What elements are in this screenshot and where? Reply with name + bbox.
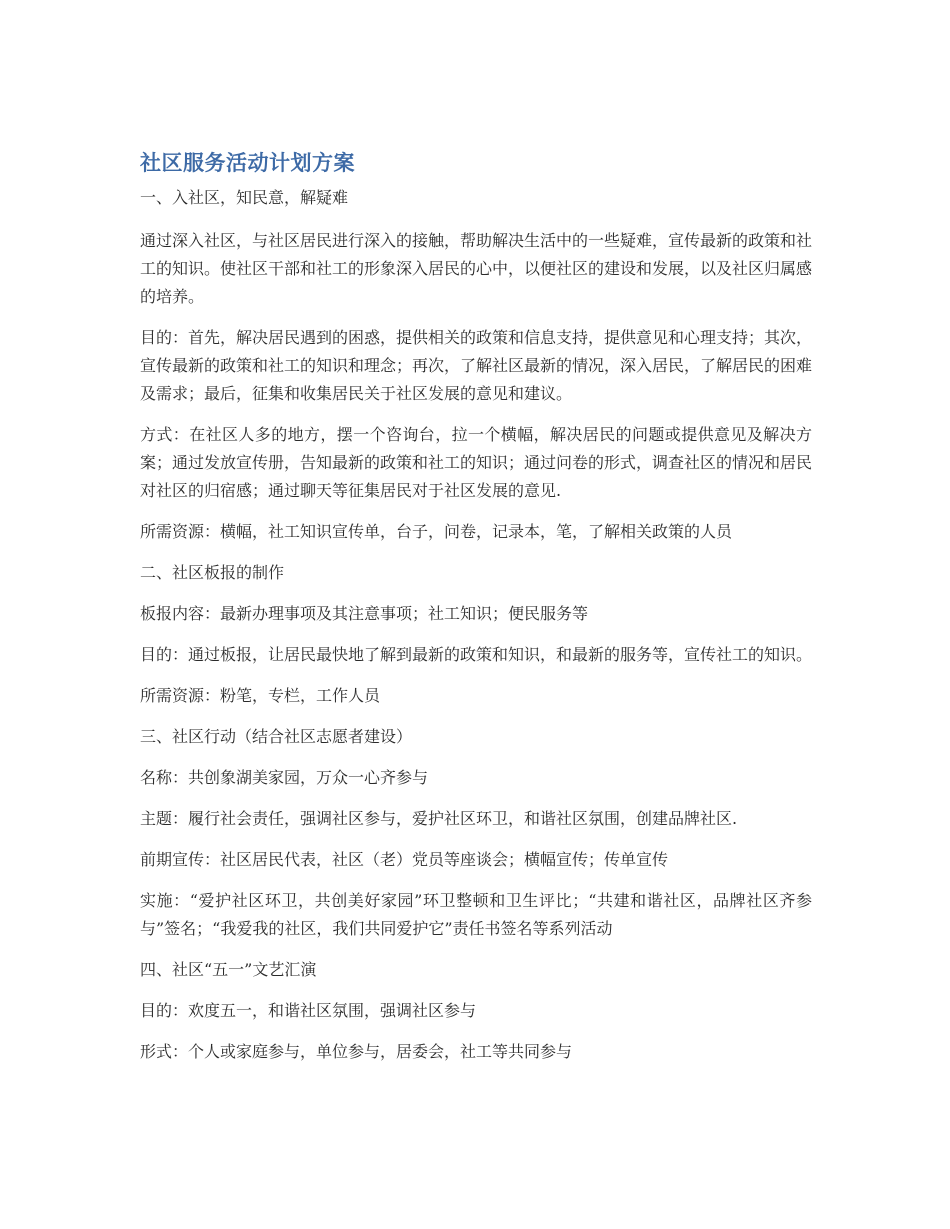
paragraph-theme: 主题：履行社会责任，强调社区参与，爱护社区环卫，和谐社区氛围，创建品牌社区. (140, 809, 738, 828)
paragraph-purpose-4: 目的：欢度五一，和谐社区氛围，强调社区参与 (140, 1001, 477, 1020)
paragraph-resources-1: 所需资源：横幅，社工知识宣传单，台子，问卷，记录本，笔，了解相关政策的人员 (140, 522, 733, 541)
document-title: 社区服务活动计划方案 (140, 151, 355, 175)
section-heading-4: 四、社区“五一”文艺汇演 (140, 960, 317, 979)
section-heading-2: 二、社区板报的制作 (140, 563, 285, 582)
section-heading-3: 三、社区行动（结合社区志愿者建设） (140, 727, 413, 746)
paragraph-resources-2: 所需资源：粉笔，专栏，工作人员 (140, 686, 381, 705)
paragraph-purpose-1: 目的：首先，解决居民遇到的困惑，提供相关的政策和信息支持，提供意见和心理支持；其次，宣传最新的政策和社工的知识和理念；再次，了解社区最新的情况，深入居民，了解居民的困难及需求；最后，征集和收集居民关于社区发展的意见和建议。 (140, 328, 813, 403)
section-heading-1: 一、入社区，知民意，解疑难 (140, 188, 349, 207)
paragraph-purpose-2: 目的：通过板报，让居民最快地了解到最新的政策和知识，和最新的服务等，宣传社工的知识。 (140, 645, 813, 664)
paragraph-publicity: 前期宣传：社区居民代表，社区（老）党员等座谈会；横幅宣传；传单宣传 (140, 850, 669, 869)
paragraph-board-content: 板报内容：最新办理事项及其注意事项；社工知识；便民服务等 (140, 604, 589, 623)
paragraph-intro: 通过深入社区，与社区居民进行深入的接触，帮助解决生活中的一些疑难，宣传最新的政策和社工的知识。使社区干部和社工的形象深入居民的心中，以便社区的建设和发展，以及社区归属感的培养。 (140, 231, 813, 306)
document-page (140, 148, 812, 1079)
paragraph-name: 名称：共创象湖美家园，万众一心齐参与 (140, 768, 429, 787)
paragraph-implementation: 实施：“爱护社区环卫，共创美好家园”环卫整顿和卫生评比；“共建和谐社区，品牌社区齐参与”签名；“我爱我的社区，我们共同爱护它”责任书签名等系列活动 (140, 891, 812, 938)
paragraph-format: 形式：个人或家庭参与，单位参与，居委会，社工等共同参与 (140, 1042, 573, 1061)
paragraph-method-1: 方式：在社区人多的地方，摆一个咨询台，拉一个横幅，解决居民的问题或提供意见及解决方案；通过发放宣传册，告知最新的政策和社工的知识；通过问卷的形式，调查社区的情况和居民对社区的归宿感；通过聊天等征集居民对于社区发展的意见. (140, 425, 813, 500)
